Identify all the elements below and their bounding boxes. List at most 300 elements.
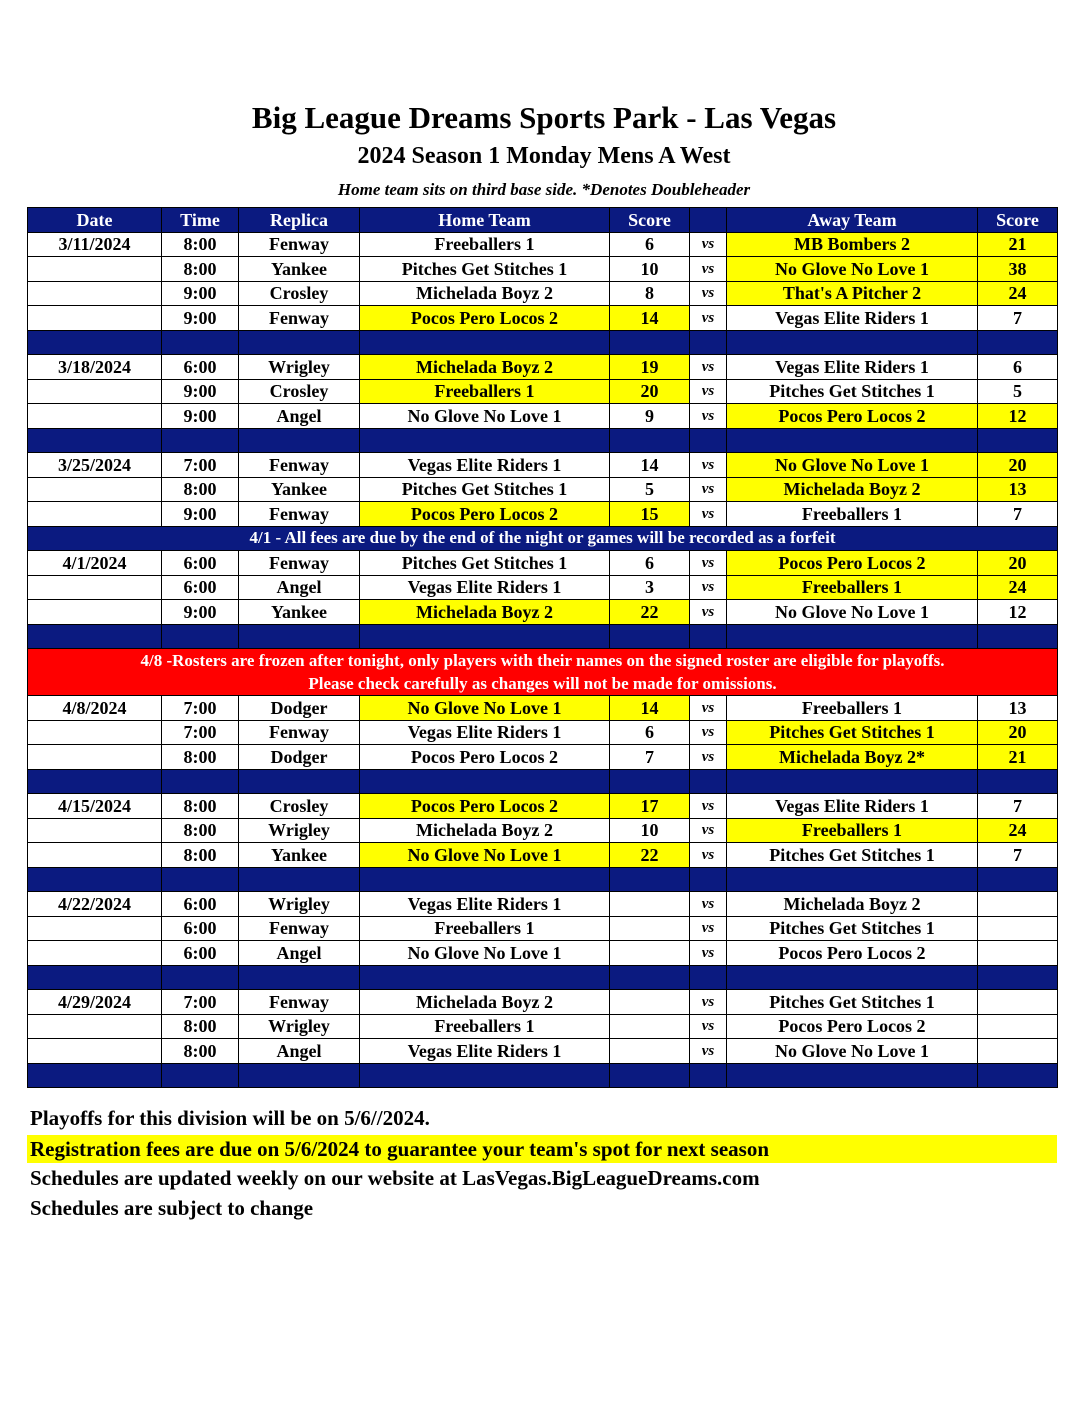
away-team: Michelada Boyz 2 [727, 477, 978, 502]
game-time: 7:00 [162, 990, 239, 1015]
vs-label: vs [690, 745, 727, 770]
home-team: Pocos Pero Locos 2 [360, 794, 610, 819]
separator-cell [978, 769, 1058, 794]
away-score: 24 [978, 575, 1058, 600]
game-field: Fenway [239, 502, 360, 527]
game-row [28, 916, 1058, 941]
away-score: 12 [978, 404, 1058, 429]
home-score: 22 [610, 600, 690, 625]
vs-label: vs [690, 355, 727, 380]
column-header-away-score: Score [978, 208, 1058, 233]
game-field: Fenway [239, 916, 360, 941]
game-row [28, 720, 1058, 745]
separator-cell [162, 965, 239, 990]
game-field: Fenway [239, 990, 360, 1015]
away-score: 20 [978, 453, 1058, 478]
home-score: 6 [610, 720, 690, 745]
home-team: Vegas Elite Riders 1 [360, 1039, 610, 1064]
home-score: 17 [610, 794, 690, 819]
game-date: 4/29/2024 [28, 990, 162, 1015]
game-time: 6:00 [162, 892, 239, 917]
game-time: 9:00 [162, 404, 239, 429]
week-separator-row [28, 330, 1058, 355]
separator-cell [28, 769, 162, 794]
vs-label: vs [690, 281, 727, 306]
game-time: 6:00 [162, 916, 239, 941]
separator-cell [610, 965, 690, 990]
website-notice: Schedules are updated weekly on our website at LasVegas.BigLeagueDreams.com [30, 1166, 760, 1190]
away-score: 7 [978, 306, 1058, 331]
home-team: No Glove No Love 1 [360, 941, 610, 966]
home-team: No Glove No Love 1 [360, 696, 610, 721]
roster-alert-line: 4/8 -Rosters are frozen after tonight, only players with their names on the signed roster are eligible for playoffs. [140, 651, 945, 670]
header-note: Home team sits on third base side. *Denotes Doubleheader [337, 180, 751, 199]
separator-cell [610, 330, 690, 355]
roster-alert [28, 649, 1058, 696]
game-field: Fenway [239, 720, 360, 745]
separator-cell [360, 624, 610, 649]
home-score [610, 1014, 690, 1039]
game-field: Crosley [239, 281, 360, 306]
game-field: Angel [239, 404, 360, 429]
game-field: Wrigley [239, 892, 360, 917]
vs-label: vs [690, 941, 727, 966]
game-row [28, 600, 1058, 625]
away-score: 20 [978, 720, 1058, 745]
game-row [28, 453, 1058, 478]
game-time: 9:00 [162, 306, 239, 331]
week-separator-row [28, 769, 1058, 794]
game-row [28, 990, 1058, 1015]
vs-label: vs [690, 1014, 727, 1039]
home-team: Pocos Pero Locos 2 [360, 745, 610, 770]
separator-cell [360, 867, 610, 892]
home-score [610, 941, 690, 966]
roster-alert-row [28, 649, 1058, 696]
game-date [28, 379, 162, 404]
home-team: Freeballers 1 [360, 379, 610, 404]
game-field: Yankee [239, 257, 360, 282]
game-date: 4/8/2024 [28, 696, 162, 721]
game-field: Fenway [239, 306, 360, 331]
game-field: Wrigley [239, 355, 360, 380]
away-score: 5 [978, 379, 1058, 404]
vs-label: vs [690, 257, 727, 282]
game-row [28, 1014, 1058, 1039]
separator-cell [978, 428, 1058, 453]
separator-cell [690, 330, 727, 355]
separator-cell [239, 1063, 360, 1088]
separator-cell [239, 769, 360, 794]
game-row [28, 892, 1058, 917]
game-time: 9:00 [162, 502, 239, 527]
away-team: Pitches Get Stitches 1 [727, 990, 978, 1015]
away-team: No Glove No Love 1 [727, 453, 978, 478]
game-time: 8:00 [162, 232, 239, 257]
table-header-row [28, 208, 1058, 233]
game-field: Yankee [239, 600, 360, 625]
home-score [610, 990, 690, 1015]
game-field: Fenway [239, 232, 360, 257]
home-team: Pocos Pero Locos 2 [360, 502, 610, 527]
change-notice: Schedules are subject to change [30, 1196, 314, 1220]
home-score: 10 [610, 257, 690, 282]
page-title: Big League Dreams Sports Park - Las Vegas [251, 100, 837, 135]
game-field: Dodger [239, 745, 360, 770]
away-score: 21 [978, 745, 1058, 770]
separator-cell [727, 867, 978, 892]
game-time: 8:00 [162, 477, 239, 502]
game-date: 3/18/2024 [28, 355, 162, 380]
game-row [28, 232, 1058, 257]
away-team: Pocos Pero Locos 2 [727, 404, 978, 429]
away-score: 13 [978, 696, 1058, 721]
away-team: Vegas Elite Riders 1 [727, 794, 978, 819]
away-team: Freeballers 1 [727, 818, 978, 843]
separator-cell [978, 1063, 1058, 1088]
separator-cell [28, 428, 162, 453]
vs-label: vs [690, 502, 727, 527]
column-header-away-team: Away Team [727, 208, 978, 233]
game-row [28, 696, 1058, 721]
home-score [610, 892, 690, 917]
game-row [28, 404, 1058, 429]
vs-label: vs [690, 306, 727, 331]
home-score: 19 [610, 355, 690, 380]
separator-cell [360, 1063, 610, 1088]
away-score: 21 [978, 232, 1058, 257]
away-score: 38 [978, 257, 1058, 282]
away-team: Freeballers 1 [727, 502, 978, 527]
game-time: 8:00 [162, 257, 239, 282]
game-time: 6:00 [162, 355, 239, 380]
column-header-date: Date [28, 208, 162, 233]
home-team: Vegas Elite Riders 1 [360, 575, 610, 600]
vs-label: vs [690, 575, 727, 600]
separator-cell [610, 428, 690, 453]
home-team: Michelada Boyz 2 [360, 600, 610, 625]
game-row [28, 745, 1058, 770]
game-row [28, 794, 1058, 819]
away-team: Pitches Get Stitches 1 [727, 916, 978, 941]
game-date [28, 941, 162, 966]
game-date [28, 600, 162, 625]
separator-cell [690, 867, 727, 892]
away-score [978, 1014, 1058, 1039]
game-row [28, 575, 1058, 600]
away-team: Pitches Get Stitches 1 [727, 379, 978, 404]
home-score: 5 [610, 477, 690, 502]
away-team: MB Bombers 2 [727, 232, 978, 257]
vs-label: vs [690, 720, 727, 745]
game-date [28, 257, 162, 282]
separator-cell [239, 965, 360, 990]
home-team: Freeballers 1 [360, 1014, 610, 1039]
game-row [28, 257, 1058, 282]
away-score: 7 [978, 794, 1058, 819]
separator-cell [162, 769, 239, 794]
away-score [978, 941, 1058, 966]
separator-cell [360, 965, 610, 990]
week-separator-row [28, 965, 1058, 990]
away-score [978, 990, 1058, 1015]
separator-cell [360, 769, 610, 794]
vs-label: vs [690, 1039, 727, 1064]
game-field: Wrigley [239, 818, 360, 843]
away-score: 24 [978, 818, 1058, 843]
separator-cell [610, 1063, 690, 1088]
away-score: 7 [978, 502, 1058, 527]
away-score: 6 [978, 355, 1058, 380]
registration-notice: Registration fees are due on 5/6/2024 to guarantee your team's spot for next season [27, 1135, 1057, 1163]
game-row [28, 551, 1058, 576]
away-team: Freeballers 1 [727, 575, 978, 600]
home-score: 10 [610, 818, 690, 843]
away-team: Pitches Get Stitches 1 [727, 720, 978, 745]
home-score: 14 [610, 306, 690, 331]
game-row [28, 306, 1058, 331]
vs-label: vs [690, 916, 727, 941]
home-score: 14 [610, 696, 690, 721]
separator-cell [727, 330, 978, 355]
home-team: Freeballers 1 [360, 916, 610, 941]
game-date: 3/11/2024 [28, 232, 162, 257]
game-date: 4/15/2024 [28, 794, 162, 819]
home-score: 6 [610, 232, 690, 257]
separator-cell [727, 624, 978, 649]
game-field: Dodger [239, 696, 360, 721]
game-row [28, 843, 1058, 868]
game-date [28, 404, 162, 429]
game-date [28, 916, 162, 941]
game-date [28, 745, 162, 770]
game-time: 9:00 [162, 379, 239, 404]
separator-cell [690, 1063, 727, 1088]
game-date [28, 843, 162, 868]
separator-cell [239, 330, 360, 355]
away-team: Pocos Pero Locos 2 [727, 551, 978, 576]
column-header-time: Time [162, 208, 239, 233]
home-team: Pitches Get Stitches 1 [360, 257, 610, 282]
home-score [610, 1039, 690, 1064]
home-score: 7 [610, 745, 690, 770]
game-time: 8:00 [162, 745, 239, 770]
separator-cell [727, 428, 978, 453]
game-date [28, 477, 162, 502]
home-score: 15 [610, 502, 690, 527]
separator-cell [162, 624, 239, 649]
home-team: Michelada Boyz 2 [360, 818, 610, 843]
game-date [28, 1039, 162, 1064]
game-time: 9:00 [162, 600, 239, 625]
game-field: Fenway [239, 453, 360, 478]
game-time: 7:00 [162, 720, 239, 745]
game-date [28, 818, 162, 843]
vs-label: vs [690, 551, 727, 576]
week-separator-row [28, 624, 1058, 649]
game-time: 7:00 [162, 453, 239, 478]
game-time: 8:00 [162, 818, 239, 843]
away-team: Pocos Pero Locos 2 [727, 1014, 978, 1039]
separator-cell [239, 428, 360, 453]
home-score: 9 [610, 404, 690, 429]
game-field: Yankee [239, 843, 360, 868]
game-date [28, 502, 162, 527]
game-time: 9:00 [162, 281, 239, 306]
separator-cell [978, 624, 1058, 649]
home-team: Vegas Elite Riders 1 [360, 720, 610, 745]
away-score: 20 [978, 551, 1058, 576]
column-header-home-team: Home Team [360, 208, 610, 233]
game-field: Yankee [239, 477, 360, 502]
separator-cell [239, 867, 360, 892]
separator-cell [28, 330, 162, 355]
game-date [28, 1014, 162, 1039]
game-field: Wrigley [239, 1014, 360, 1039]
home-team: Michelada Boyz 2 [360, 281, 610, 306]
home-score [610, 916, 690, 941]
week-separator-row [28, 428, 1058, 453]
separator-cell [610, 624, 690, 649]
home-team: Pocos Pero Locos 2 [360, 306, 610, 331]
home-team: Pitches Get Stitches 1 [360, 477, 610, 502]
separator-cell [690, 769, 727, 794]
home-score: 3 [610, 575, 690, 600]
separator-cell [28, 867, 162, 892]
schedule-table [27, 207, 1058, 1088]
vs-label: vs [690, 404, 727, 429]
game-time: 7:00 [162, 696, 239, 721]
page-subtitle: 2024 Season 1 Monday Mens A West [357, 143, 731, 169]
home-score: 22 [610, 843, 690, 868]
vs-label: vs [690, 453, 727, 478]
game-date [28, 720, 162, 745]
away-team: No Glove No Love 1 [727, 257, 978, 282]
vs-label: vs [690, 990, 727, 1015]
away-score [978, 892, 1058, 917]
game-time: 6:00 [162, 551, 239, 576]
game-time: 6:00 [162, 575, 239, 600]
playoffs-notice: Playoffs for this division will be on 5/6//2024. [30, 1106, 430, 1130]
away-team: That's A Pitcher 2 [727, 281, 978, 306]
separator-cell [727, 965, 978, 990]
game-row [28, 355, 1058, 380]
home-team: Pitches Get Stitches 1 [360, 551, 610, 576]
separator-cell [28, 1063, 162, 1088]
game-date: 4/22/2024 [28, 892, 162, 917]
separator-cell [727, 769, 978, 794]
week-separator-row [28, 867, 1058, 892]
game-time: 8:00 [162, 1014, 239, 1039]
game-row [28, 818, 1058, 843]
away-team: Pitches Get Stitches 1 [727, 843, 978, 868]
home-team: Vegas Elite Riders 1 [360, 453, 610, 478]
vs-label: vs [690, 696, 727, 721]
separator-cell [978, 330, 1058, 355]
game-date [28, 575, 162, 600]
home-team: Freeballers 1 [360, 232, 610, 257]
home-team: Vegas Elite Riders 1 [360, 892, 610, 917]
away-team: No Glove No Love 1 [727, 1039, 978, 1064]
separator-cell [239, 624, 360, 649]
home-team: Michelada Boyz 2 [360, 990, 610, 1015]
game-time: 8:00 [162, 843, 239, 868]
separator-cell [162, 428, 239, 453]
away-score [978, 1039, 1058, 1064]
fee-notice-row [28, 526, 1058, 551]
home-score: 6 [610, 551, 690, 576]
game-time: 8:00 [162, 794, 239, 819]
vs-label: vs [690, 794, 727, 819]
game-date [28, 281, 162, 306]
away-score: 12 [978, 600, 1058, 625]
separator-cell [162, 330, 239, 355]
home-team: No Glove No Love 1 [360, 843, 610, 868]
game-row [28, 477, 1058, 502]
separator-cell [690, 965, 727, 990]
home-team: Michelada Boyz 2 [360, 355, 610, 380]
away-score: 13 [978, 477, 1058, 502]
away-team: Vegas Elite Riders 1 [727, 355, 978, 380]
separator-cell [28, 965, 162, 990]
roster-alert-line: Please check carefully as changes will not be made for omissions. [308, 674, 777, 693]
home-score: 20 [610, 379, 690, 404]
game-row [28, 281, 1058, 306]
separator-cell [978, 867, 1058, 892]
away-score [978, 916, 1058, 941]
separator-cell [727, 1063, 978, 1088]
away-team: No Glove No Love 1 [727, 600, 978, 625]
game-field: Angel [239, 1039, 360, 1064]
home-score: 14 [610, 453, 690, 478]
separator-cell [162, 1063, 239, 1088]
game-field: Fenway [239, 551, 360, 576]
column-header-home-score: Score [610, 208, 690, 233]
game-date [28, 306, 162, 331]
away-team: Michelada Boyz 2 [727, 892, 978, 917]
game-date: 4/1/2024 [28, 551, 162, 576]
away-team: Pocos Pero Locos 2 [727, 941, 978, 966]
separator-cell [978, 965, 1058, 990]
game-field: Crosley [239, 379, 360, 404]
vs-label: vs [690, 379, 727, 404]
schedule-body [28, 232, 1058, 1088]
game-field: Angel [239, 575, 360, 600]
fee-notice: 4/1 - All fees are due by the end of the night or games will be recorded as a forfeit [28, 526, 1058, 551]
column-header-vs [690, 208, 727, 233]
column-header-replica: Replica [239, 208, 360, 233]
vs-label: vs [690, 818, 727, 843]
separator-cell [28, 624, 162, 649]
away-score: 24 [978, 281, 1058, 306]
game-date: 3/25/2024 [28, 453, 162, 478]
game-row [28, 941, 1058, 966]
away-team: Vegas Elite Riders 1 [727, 306, 978, 331]
game-field: Angel [239, 941, 360, 966]
vs-label: vs [690, 232, 727, 257]
vs-label: vs [690, 600, 727, 625]
separator-cell [360, 428, 610, 453]
separator-cell [610, 867, 690, 892]
separator-cell [610, 769, 690, 794]
away-team: Freeballers 1 [727, 696, 978, 721]
vs-label: vs [690, 892, 727, 917]
game-row [28, 502, 1058, 527]
game-time: 8:00 [162, 1039, 239, 1064]
game-field: Crosley [239, 794, 360, 819]
game-row [28, 1039, 1058, 1064]
game-row [28, 379, 1058, 404]
